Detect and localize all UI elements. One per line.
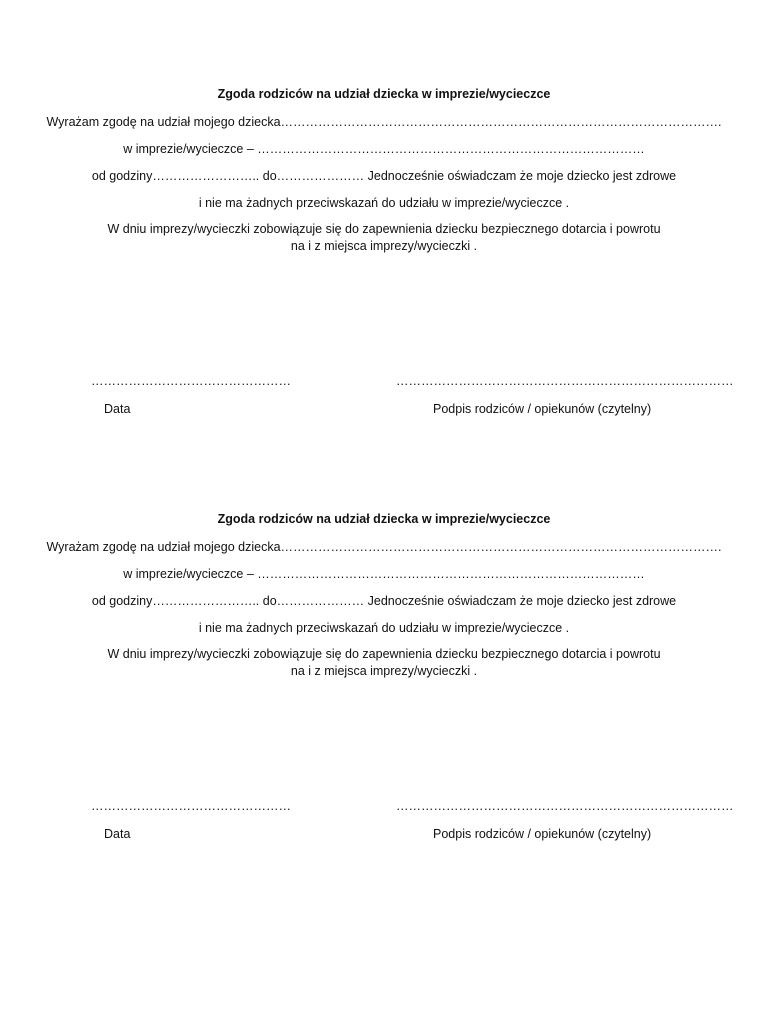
date-label: Data <box>104 827 131 841</box>
child-name-line: Wyrażam zgodę na udział mojego dziecka……………………………………………………………………………………………. <box>46 115 722 129</box>
obligation-line-continued: na i z miejsca imprezy/wycieczki . <box>290 239 478 253</box>
obligation-line: W dniu imprezy/wycieczki zobowiązuje się do zapewnienia dziecku bezpiecznego dotarcia i powrotu <box>107 647 661 661</box>
contraindications-line: i nie ma żadnych przeciwskazań do udziału w imprezie/wycieczce . <box>198 196 570 210</box>
date-field-dots: ………………………………………… <box>91 374 291 388</box>
obligation-line: W dniu imprezy/wycieczki zobowiązuje się do zapewnienia dziecku bezpiecznego dotarcia i powrotu <box>107 222 661 236</box>
contraindications-line: i nie ma żadnych przeciwskazań do udziału w imprezie/wycieczce . <box>198 621 570 635</box>
time-health-line: od godziny…………………….. do………………… Jednocześnie oświadczam że moje dziecko jest zdrowe <box>91 594 677 608</box>
form-title: Zgoda rodziców na udział dziecka w imprezie/wycieczce <box>217 87 551 101</box>
form-title: Zgoda rodziców na udział dziecka w imprezie/wycieczce <box>217 512 551 526</box>
date-field-dots: ………………………………………… <box>91 799 291 813</box>
obligation-line-continued: na i z miejsca imprezy/wycieczki . <box>290 664 478 678</box>
event-name-line: w imprezie/wycieczce – ………………………………………………………………………………… <box>123 567 645 581</box>
event-name-line: w imprezie/wycieczce – ………………………………………………………………………………… <box>123 142 645 156</box>
time-health-line: od godziny…………………….. do………………… Jednocześnie oświadczam że moje dziecko jest zdrowe <box>91 169 677 183</box>
consent-form-1 <box>0 84 768 444</box>
signature-label: Podpis rodziców / opiekunów (czytelny) <box>433 402 652 416</box>
signature-label: Podpis rodziców / opiekunów (czytelny) <box>433 827 652 841</box>
child-name-line: Wyrażam zgodę na udział mojego dziecka……………………………………………………………………………………………. <box>46 540 722 554</box>
signature-field-dots: ……………………………………………………………………… <box>396 799 734 813</box>
signature-field-dots: ……………………………………………………………………… <box>396 374 734 388</box>
date-label: Data <box>104 402 131 416</box>
consent-form-2 <box>0 509 768 869</box>
